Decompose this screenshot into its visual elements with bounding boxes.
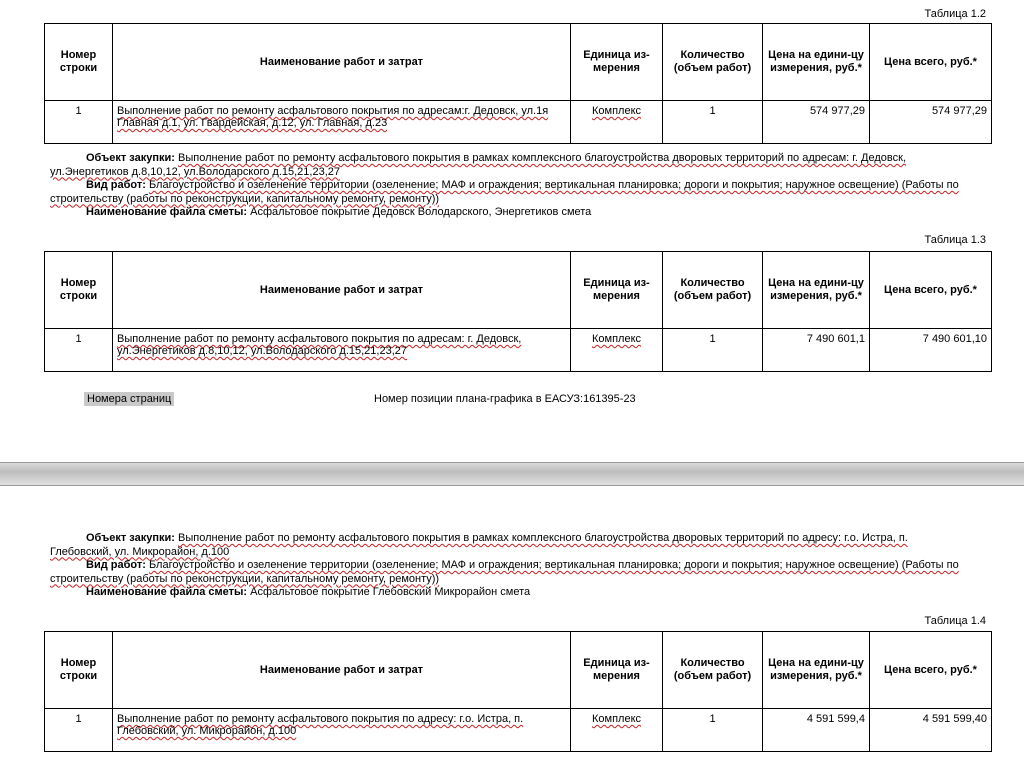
cell-total[interactable]: 7 490 601,10 <box>870 329 992 372</box>
header-num: Номер строки <box>45 252 113 329</box>
cell-total[interactable]: 4 591 599,40 <box>870 709 992 752</box>
header-name: Наименование работ и затрат <box>113 632 571 709</box>
spec-table-1-3 <box>44 251 992 372</box>
plan-position-text: Номер позиции плана-графика в ЕАСУЗ:161395-23 <box>374 393 636 405</box>
cell-name-text: Выполнение работ по ремонту асфальтового покрытия по адресу: г.о. Истра, п. Глебовский, ул. Микрорайон, д.100 <box>117 713 524 737</box>
table-caption: Таблица 1.3 <box>924 234 986 246</box>
cell-name[interactable] <box>113 329 571 372</box>
header-num: Номер строки <box>45 24 113 101</box>
cell-price[interactable]: 4 591 599,4 <box>763 709 870 752</box>
object-label: Объект закупки: <box>86 152 175 164</box>
work-type-text: Благоустройство и озеленение территории (озеленение; МАФ и ограждения; вертикальная планировка; дороги и покрытия; наружное освещение) (Работы по строительству (работы по реконструкции, капитальному ремонту, ремонту)) <box>50 559 959 585</box>
header-qty: Количество (объем работ) <box>663 632 763 709</box>
page-number-field[interactable]: Номера страниц <box>84 392 174 406</box>
estimate-file-paragraph <box>50 586 960 600</box>
cell-total[interactable]: 574 977,29 <box>870 101 992 144</box>
page-break-gap <box>0 463 1024 485</box>
estimate-file-text: Асфальтовое покрытие Глебовский Микрорайон смета <box>250 586 531 598</box>
header-price: Цена на едини-цу измерения, руб.* <box>763 632 870 709</box>
table-row <box>45 101 992 144</box>
header-total: Цена всего, руб.* <box>870 252 992 329</box>
header-unit: Единица из-мерения <box>571 24 663 101</box>
cell-unit-text: Комплекс <box>591 713 642 725</box>
cell-price[interactable]: 574 977,29 <box>763 101 870 144</box>
object-text: Выполнение работ по ремонту асфальтового покрытия в рамках комплексного благоустройства дворовых территорий по адресу: г.о. Истра, п. Глебовский, ул. Микрорайон, д.100 <box>50 532 908 558</box>
cell-qty[interactable]: 1 <box>663 709 763 752</box>
table-header-row <box>45 252 992 329</box>
table-header-row <box>45 632 992 709</box>
procurement-object-paragraph <box>50 532 960 559</box>
cell-name[interactable] <box>113 101 571 144</box>
work-type-text: Благоустройство и озеленение территории (озеленение; МАФ и ограждения; вертикальная планировка; дороги и покрытия; наружное освещение) (Работы по строительству (работы по реконструкции, капитальному ремонту, ремонту)) <box>50 179 959 205</box>
table-caption: Таблица 1.2 <box>924 8 986 20</box>
cell-qty[interactable]: 1 <box>663 101 763 144</box>
table-row <box>45 709 992 752</box>
table-caption: Таблица 1.4 <box>924 615 986 627</box>
cell-unit[interactable] <box>571 101 663 144</box>
header-name: Наименование работ и затрат <box>113 24 571 101</box>
work-type-label: Вид работ: <box>86 559 146 571</box>
header-qty: Количество (объем работ) <box>663 252 763 329</box>
cell-qty[interactable]: 1 <box>663 329 763 372</box>
cell-unit-text: Комплекс <box>591 105 642 117</box>
estimate-file-paragraph <box>50 206 960 220</box>
spec-table-1-2 <box>44 23 992 144</box>
estimate-file-label: Наименование файла сметы: <box>86 206 248 218</box>
spec-table-1-4 <box>44 631 992 752</box>
header-price: Цена на едини-цу измерения, руб.* <box>763 252 870 329</box>
cell-unit[interactable] <box>571 329 663 372</box>
work-type-paragraph <box>50 179 960 206</box>
cell-num[interactable]: 1 <box>45 709 113 752</box>
estimate-file-text: Асфальтовое покрытие Дедовск Володарского, Энергетиков смета <box>250 206 592 218</box>
header-name: Наименование работ и затрат <box>113 252 571 329</box>
header-total: Цена всего, руб.* <box>870 24 992 101</box>
estimate-file-label: Наименование файла сметы: <box>86 586 248 598</box>
header-unit: Единица из-мерения <box>571 632 663 709</box>
object-text: Выполнение работ по ремонту асфальтового покрытия в рамках комплексного благоустройства дворовых территорий по адресам: г. Дедовск, ул.Энергетиков д.8,10,12, ул.Володарского д.15,21,23,27 <box>50 152 906 178</box>
table-header-row <box>45 24 992 101</box>
cell-name-text: Выполнение работ по ремонту асфальтового покрытия по адресам: г. Дедовск, ул.Энергетиков д.8,10,12, ул.Володарского д.15,21,23,27 <box>117 333 522 357</box>
table-row <box>45 329 992 372</box>
header-unit: Единица из-мерения <box>571 252 663 329</box>
header-total: Цена всего, руб.* <box>870 632 992 709</box>
cell-num[interactable]: 1 <box>45 329 113 372</box>
header-num: Номер строки <box>45 632 113 709</box>
cell-unit[interactable] <box>571 709 663 752</box>
header-price: Цена на едини-цу измерения, руб.* <box>763 24 870 101</box>
work-type-paragraph <box>50 559 960 586</box>
procurement-object-paragraph <box>50 152 960 179</box>
page-break-bottom-edge <box>0 485 1024 486</box>
cell-unit-text: Комплекс <box>591 333 642 345</box>
object-label: Объект закупки: <box>86 532 175 544</box>
header-qty: Количество (объем работ) <box>663 24 763 101</box>
work-type-label: Вид работ: <box>86 179 146 191</box>
cell-num[interactable]: 1 <box>45 101 113 144</box>
cell-name-text: Выполнение работ по ремонту асфальтового покрытия по адресам:г. Дедовск, ул.1я Главная д.1, ул. Гвардейская, д.12, ул. Главная, д.23 <box>117 105 549 129</box>
cell-price[interactable]: 7 490 601,1 <box>763 329 870 372</box>
cell-name[interactable] <box>113 709 571 752</box>
